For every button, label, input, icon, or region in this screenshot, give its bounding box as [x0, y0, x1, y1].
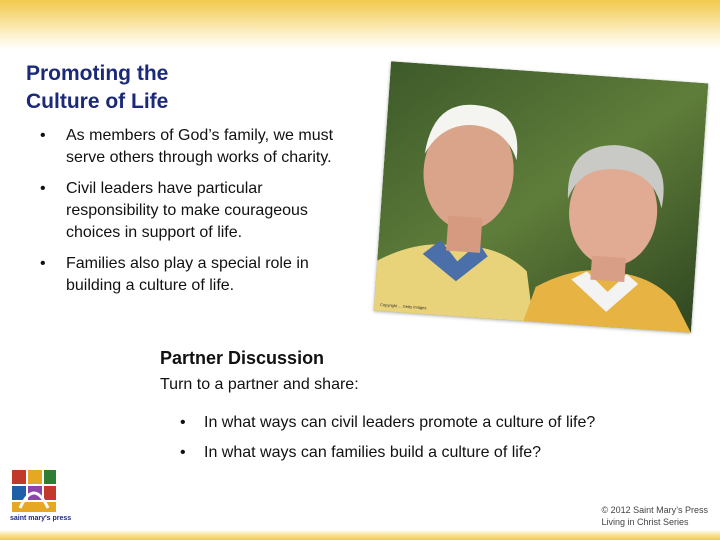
elderly-couple-photo [374, 61, 709, 333]
question-list [180, 412, 595, 472]
slide-title: Promoting the Culture of Life [26, 62, 169, 113]
discussion-heading: Partner Discussion [160, 348, 325, 368]
question-item: • In what ways can civil leaders promote a culture of life? [180, 412, 595, 434]
discussion-intro: Turn to a partner and share: [160, 376, 359, 393]
bottom-gradient-band [0, 530, 720, 540]
bullet-item: • Civil leaders have particular responsibility to make courageous choices in support of life. [40, 178, 350, 244]
bullet-list [40, 125, 350, 306]
photo-credit: Copyright ... Getty Images [379, 302, 427, 311]
question-item: • In what ways can families build a culture of life? [180, 442, 595, 464]
copyright [601, 504, 708, 528]
bullet-item: • As members of God’s family, we must serve others through works of charity. [40, 125, 350, 169]
logo-text: saint mary's press [10, 515, 72, 522]
copyright-line: © 2012 Saint Mary’s Press [601, 505, 708, 515]
series-line: Living in Christ Series [601, 517, 689, 527]
bullet-item: • Families also play a special role in building a culture of life. [40, 253, 350, 297]
photo-illustration [374, 61, 709, 333]
top-gradient-band [0, 0, 720, 50]
